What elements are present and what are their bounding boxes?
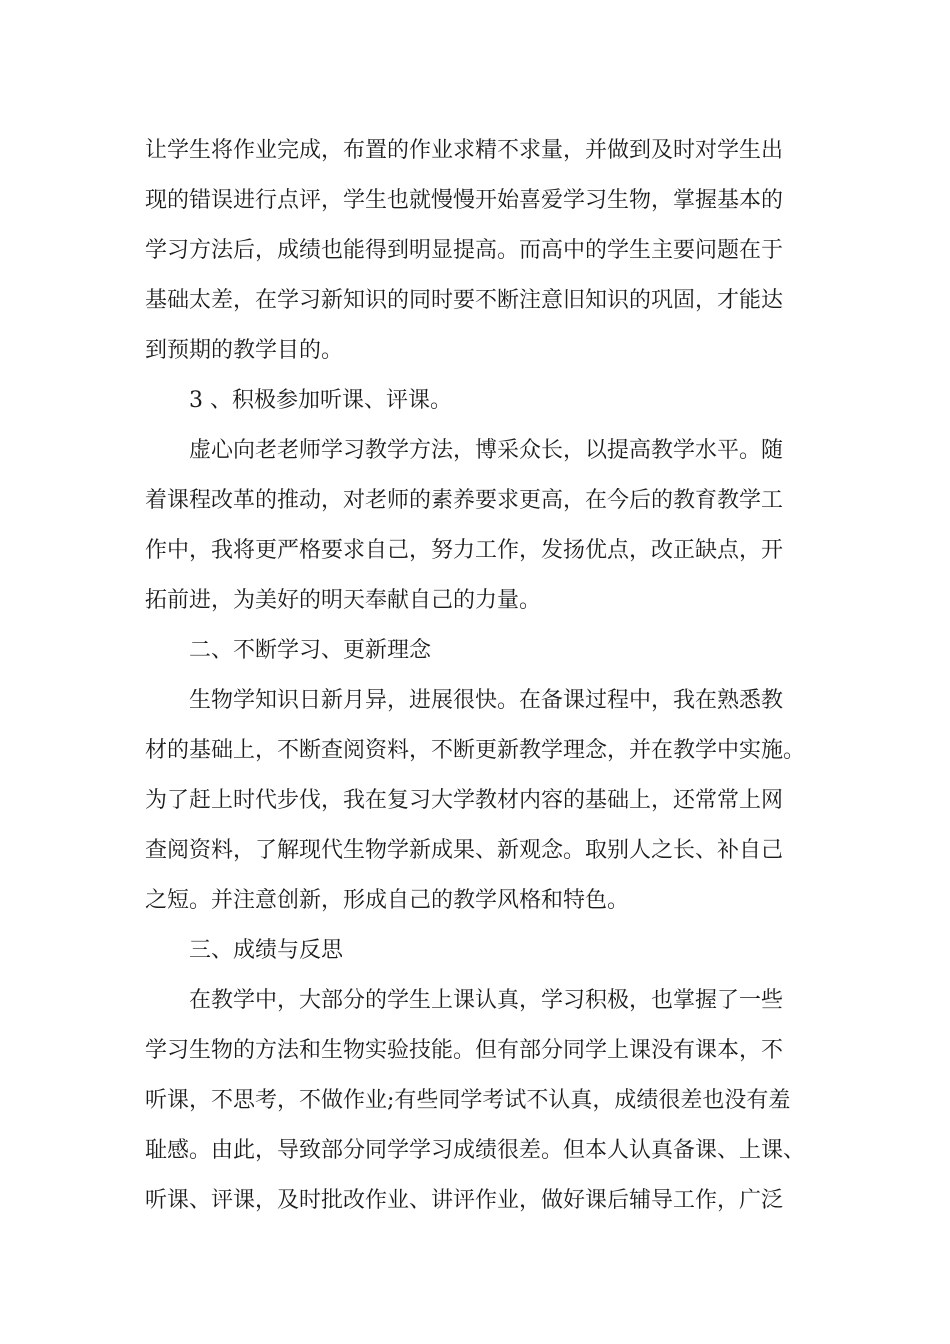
text-line: 为了赶上时代步伐，我在复习大学教材内容的基础上，还常常上网 (145, 788, 784, 813)
text-line: 现的错误进行点评，学生也就慢慢开始喜爱学习生物，掌握基本的 (145, 188, 784, 213)
text-line: 学习方法后，成绩也能得到明显提高。而高中的学生主要问题在于 (145, 238, 784, 263)
section-heading: 二、不断学习、更新理念 (189, 638, 432, 663)
text-line: 拓前进，为美好的明天奉献自己的力量。 (145, 588, 542, 613)
text-line: 虚心向老老师学习教学方法，博采众长，以提高教学水平。随 (189, 438, 784, 463)
text-line: 到预期的教学目的。 (145, 338, 344, 363)
text-line: 基础太差，在学习新知识的同时要不断注意旧知识的巩固，才能达 (145, 288, 784, 313)
text-line: 之短。并注意创新，形成自己的教学风格和特色。 (145, 888, 630, 913)
text-line: 着课程改革的推动，对老师的素养要求更高，在今后的教育教学工 (145, 488, 784, 513)
text-line: 耻感。由此，导致部分同学学习成绩很差。但本人认真备课、上课、 (145, 1138, 806, 1163)
text-line: 作中，我将更严格要求自己，努力工作，发扬优点，改正缺点，开 (145, 538, 784, 563)
text-line: 让学生将作业完成，布置的作业求精不求量，并做到及时对学生出 (145, 138, 784, 163)
text-line: 材的基础上，不断查阅资料，不断更新教学理念，并在教学中实施。 (145, 738, 806, 763)
text-line: 查阅资料，了解现代生物学新成果、新观念。取别人之长、补自己 (145, 838, 784, 863)
section-heading: 三、成绩与反思 (189, 938, 344, 963)
text-line: 学习生物的方法和生物实验技能。但有部分同学上课没有课本，不 (145, 1038, 784, 1063)
section-heading: 3 、积极参加听课、评课。 (189, 388, 452, 413)
text-line: 听课，不思考，不做作业;有些同学考试不认真，成绩很差也没有羞 (145, 1088, 791, 1113)
text-line: 听课、评课，及时批改作业、讲评作业，做好课后辅导工作，广泛 (145, 1188, 784, 1213)
text-line: 在教学中，大部分的学生上课认真，学习积极，也掌握了一些 (189, 988, 784, 1013)
text-line: 生物学知识日新月异，进展很快。在备课过程中，我在熟悉教 (189, 688, 784, 713)
